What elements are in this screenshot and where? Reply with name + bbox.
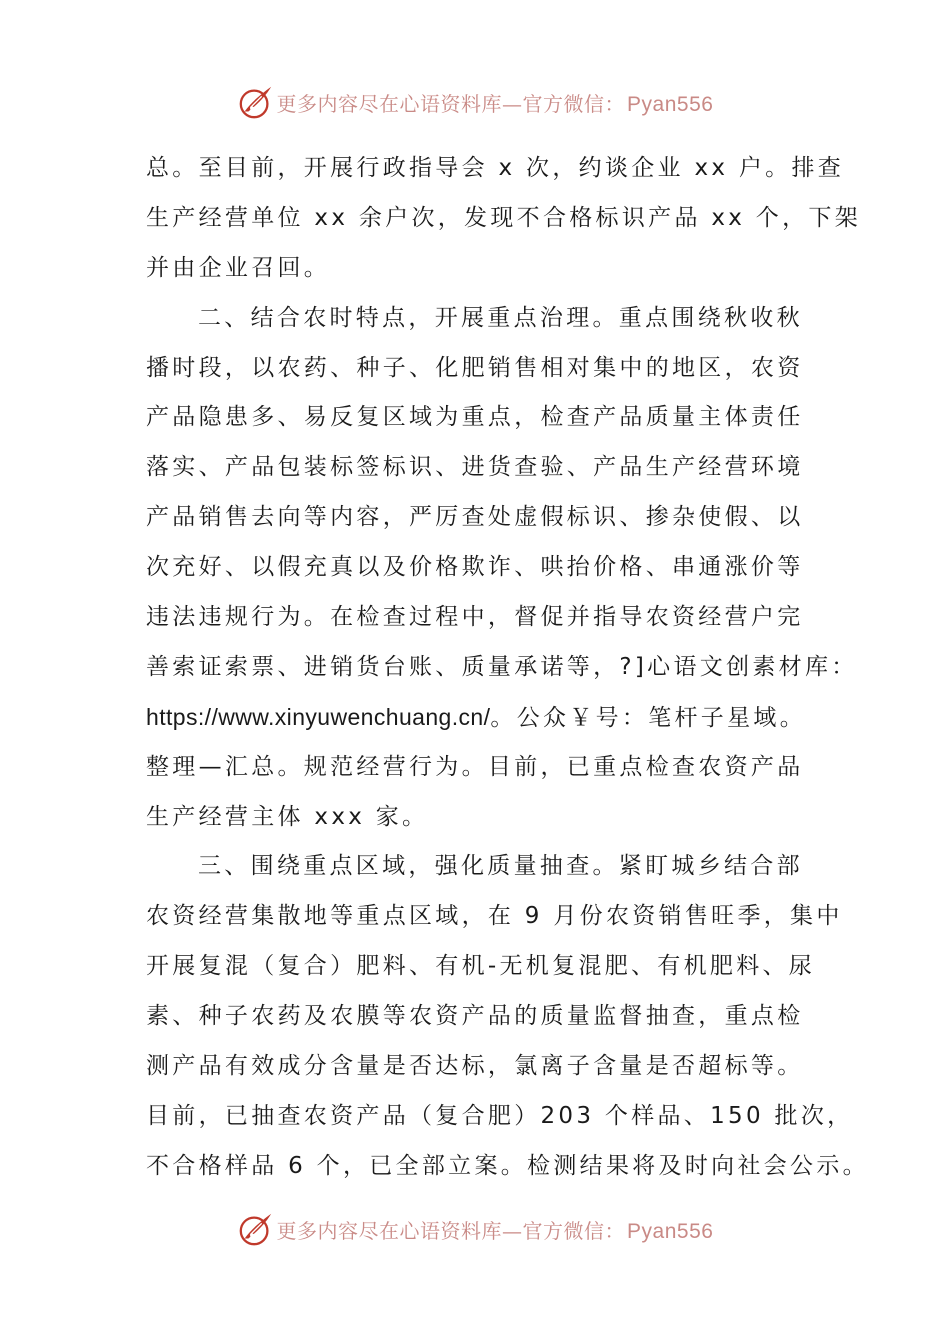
- text-line: 不合格样品 6 个，已全部立案。检测结果将及时向社会公示。: [146, 1152, 869, 1179]
- header-banner: [0, 80, 950, 124]
- quill-logo-icon: [237, 83, 275, 121]
- text-line: 生产经营单位 xx 余户次，发现不合格标识产品 xx 个，下架: [146, 204, 861, 231]
- text-line: 农资经营集散地等重点区域，在 9 月份农资销售旺季，集中: [146, 903, 843, 930]
- paragraph-start-line: 二、结合农时特点，开展重点治理。重点围绕秋收秋: [198, 304, 803, 331]
- footer-banner: [0, 1207, 950, 1251]
- document-body: [146, 144, 869, 1192]
- text-line: 并由企业召回。: [146, 254, 331, 281]
- text-line: 整理—汇总。规范经营行为。目前，已重点检查农资产品: [146, 753, 804, 780]
- text-line: 总。至目前，开展行政指导会 x 次，约谈企业 xx 户。排查: [146, 155, 845, 181]
- text-line: 落实、产品包装标签标识、进货查验、产品生产经营环境: [146, 454, 804, 481]
- text-line: 目前，已抽查农资产品（复合肥）203 个样品、150 批次，: [146, 1102, 854, 1129]
- text-line: 违法违规行为。在检查过程中，督促并指导农资经营户完: [146, 604, 804, 631]
- text-fragment: 。公众￥号：笔杆子星域。: [490, 704, 807, 731]
- text-line: 产品隐患多、易反复区域为重点，检查产品质量主体责任: [146, 404, 804, 431]
- source-url-text: https://www.xinyuwenchuang.cn/: [146, 703, 491, 730]
- text-line: 次充好、以假充真以及价格欺诈、哄抬价格、串通涨价等: [146, 554, 804, 581]
- quill-logo-icon: [237, 1210, 275, 1248]
- paragraph-start-line: 三、围绕重点区域，强化质量抽查。紧盯城乡结合部: [198, 853, 803, 880]
- banner-handle: Pyan556: [627, 1219, 714, 1243]
- text-line: 生产经营主体 xxx 家。: [146, 803, 429, 830]
- banner-text: 更多内容尽在心语资料库—官方微信：Pyan556: [276, 1218, 714, 1243]
- banner-text: 更多内容尽在心语资料库—官方微信：Pyan556: [276, 91, 714, 116]
- banner-handle: Pyan556: [627, 92, 714, 116]
- text-line: 善索证索票、进销货台账、质量承诺等，?]心语文创素材库：: [146, 653, 858, 680]
- url-line: [146, 693, 826, 743]
- text-line: 播时段，以农药、种子、化肥销售相对集中的地区，农资: [146, 354, 804, 381]
- text-line: 素、种子农药及农膜等农资产品的质量监督抽查，重点检: [146, 1003, 804, 1030]
- text-line: 测产品有效成分含量是否达标，氯离子含量是否超标等。: [146, 1053, 804, 1080]
- text-line: 开展复混（复合）肥料、有机-无机复混肥、有机肥料、尿: [146, 953, 816, 980]
- text-line: 产品销售去向等内容，严厉查处虚假标识、掺杂使假、以: [146, 504, 804, 531]
